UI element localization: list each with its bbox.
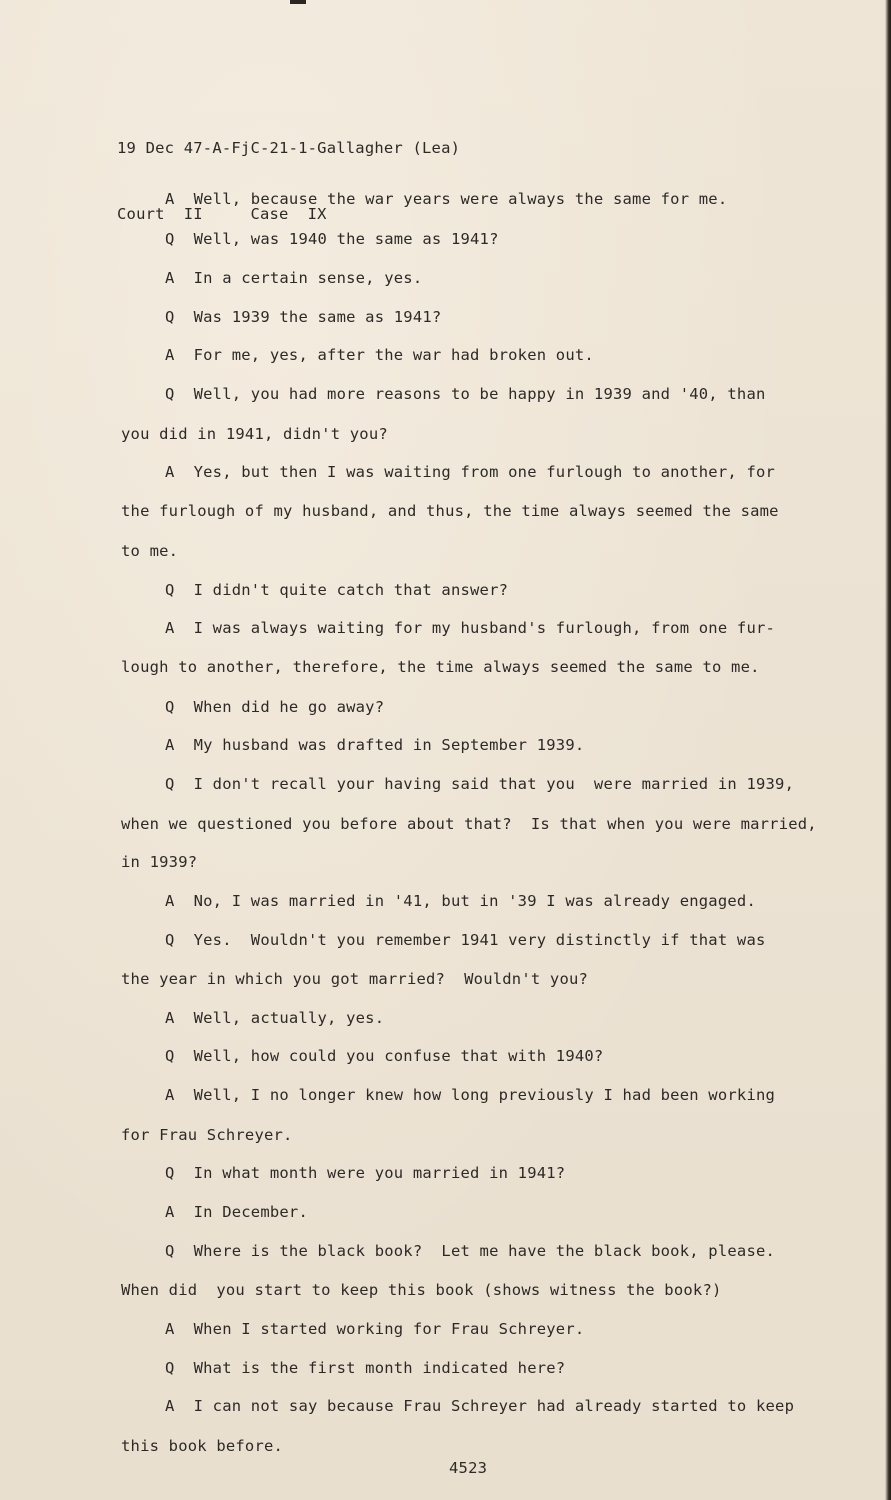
transcript-line: A I was always waiting for my husband's furlough, from one fur- (165, 619, 776, 637)
transcript-line: Q Was 1939 the same as 1941? (165, 308, 442, 326)
transcript-line: this book before. (121, 1437, 284, 1455)
transcript-line: for Frau Schreyer. (121, 1126, 293, 1144)
transcript-line: When did you start to keep this book (shows witness the book?) (121, 1281, 722, 1299)
transcript-line: A I can not say because Frau Schreyer had already started to keep (165, 1397, 795, 1415)
transcript-line: Q Yes. Wouldn't you remember 1941 very distinctly if that was (165, 931, 766, 949)
transcript-line: Q Well, how could you confuse that with 1940? (165, 1047, 604, 1065)
transcript-line: Q Well, was 1940 the same as 1941? (165, 230, 499, 248)
transcript-line: Q What is the first month indicated here? (165, 1359, 566, 1377)
transcript-line: the furlough of my husband, and thus, the time always seemed the same (121, 502, 779, 520)
transcript-line: A Well, I no longer knew how long previously I had been working (165, 1086, 776, 1104)
transcript-line: Q I don't recall your having said that you were married in 1939, (165, 775, 795, 793)
transcript-line: Q When did he go away? (165, 698, 385, 716)
transcript-line: Q In what month were you married in 1941? (165, 1164, 566, 1182)
header-line-date-id: 19 Dec 47-A-FjC-21-1-Gallagher (Lea) (117, 139, 461, 157)
transcript-line: A In December. (165, 1203, 308, 1221)
transcript-line: A When I started working for Frau Schreyer. (165, 1320, 585, 1338)
transcript-line: A Yes, but then I was waiting from one furlough to another, for (165, 463, 776, 481)
staple-mark (290, 0, 306, 4)
transcript-line: you did in 1941, didn't you? (121, 425, 388, 443)
transcript-line: A For me, yes, after the war had broken out. (165, 346, 594, 364)
transcript-line: in 1939? (121, 853, 198, 871)
transcript-line: A No, I was married in '41, but in '39 I was already engaged. (165, 892, 756, 910)
transcript-line: Q Well, you had more reasons to be happy in 1939 and '40, than (165, 385, 766, 403)
transcript-line: Q Where is the black book? Let me have the black book, please. (165, 1242, 776, 1260)
transcript-line: when we questioned you before about that? Is that when you were married, (121, 815, 817, 833)
transcript-line: A In a certain sense, yes. (165, 269, 423, 287)
page-edge-shadow (885, 0, 891, 1500)
page-number: 4523 (449, 1459, 488, 1477)
transcript-line: the year in which you got married? Wouldn't you? (121, 970, 589, 988)
transcript-line: A My husband was drafted in September 1939. (165, 736, 585, 754)
transcript-line: to me. (121, 542, 179, 560)
transcript-line: A Well, actually, yes. (165, 1009, 385, 1027)
header-line-court-case: Court II Case IX (117, 205, 327, 223)
transcript-line: A Well, because the war years were always the same for me. (165, 190, 728, 208)
transcript-line: lough to another, therefore, the time always seemed the same to me. (121, 658, 760, 676)
transcript-line: Q I didn't quite catch that answer? (165, 581, 509, 599)
